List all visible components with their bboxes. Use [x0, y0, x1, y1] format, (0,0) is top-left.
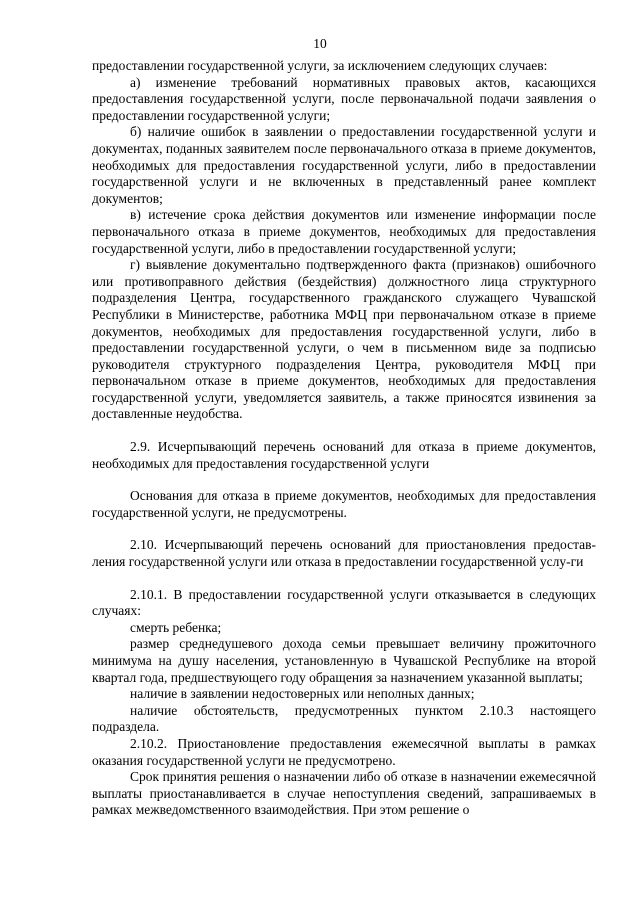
document-body [92, 58, 596, 819]
paragraph-gap [92, 472, 596, 488]
paragraph: предоставлении государственной услуги, за исключением следующих случаев: [92, 58, 548, 73]
paragraph: 2.10.2. Приостановление предоставления ежемесячной выплаты в рамках оказания государственной услуги не предусмотрено. [92, 735, 596, 768]
paragraph: б) наличие ошибок в заявлении о предоставлении государственной услуги и документах, поданных заявителем после первоначального отказа в приеме документов, необходимых для предоставления государственной услуги, либо в предоставлении государственной услуги и не включенных в представленный ранее комплект документов; [92, 124, 596, 206]
paragraph: 2.10.1. В предоставлении государственной услуги отказывается в следующих случаях: [92, 586, 596, 619]
paragraph: а) изменение требований нормативных правовых актов, касающихся предоставления государственной услуги, после первоначальной подачи заявления о предоставлении государственной услуги; [92, 74, 596, 123]
paragraph: смерть ребенка; [130, 619, 222, 635]
paragraph: Основания для отказа в приеме документов, необходимых для предоставления государственной услуги, не предусмотрены. [92, 488, 596, 520]
paragraph: размер среднедушевого дохода семьи превышает величину прожиточного минимума на душу населения, установленную в Чувашской Республике на второй квартал года, предшествующего году обращения за назначением указанной выплаты; [92, 636, 596, 685]
section-heading: 2.10. Исчерпывающий перечень оснований для приостановления предостав-ления государственной услуги или отказа в предоставлении государственной услу-ги [92, 537, 596, 570]
paragraph: наличие обстоятельств, предусмотренных пунктом 2.10.3 настоящего подраздела. [92, 702, 596, 735]
page-number: 10 [313, 36, 327, 51]
section-heading: 2.9. Исчерпывающий перечень оснований для отказа в приеме документов, необходимых для предоставления государственной услуги [92, 439, 596, 471]
paragraph: в) истечение срока действия документов или изменение информации после первоначального отказа в приеме документов, необходимых для предоставления государственной услуги, либо в предоставлении государственной услуги; [92, 207, 596, 256]
paragraph: г) выявление документально подтвержденного факта (признаков) ошибочного или противоправного действия (бездействия) должностного лица структурного подразделения Центра, государственного гражданского служащего Чувашской Республики в Министерстве, работника МФЦ при первоначальном отказе в приеме документов, необходимых для предоставления государственной услуги, либо в предоставлении государственной услуги, о чем в письменном виде за подписью руководителя структурного подразделения Центра, руководителя МФЦ при первоначальном отказе в приеме документов, необходимых для предоставления государственной услуги, уведомляется заявитель, а также приносятся извинения за доставленные неудобства. [92, 257, 596, 422]
paragraph-gap [92, 521, 596, 537]
paragraph-gap [92, 571, 596, 587]
paragraph-gap [92, 423, 596, 439]
paragraph: наличие в заявлении недостоверных или неполных данных; [130, 686, 475, 702]
paragraph: Срок принятия решения о назначении либо об отказе в назначении ежемесячной выплаты приостанавливается в случае непоступления сведений, запрашиваемых в рамках межведомственного взаимодействия. При этом решение о [92, 769, 596, 818]
